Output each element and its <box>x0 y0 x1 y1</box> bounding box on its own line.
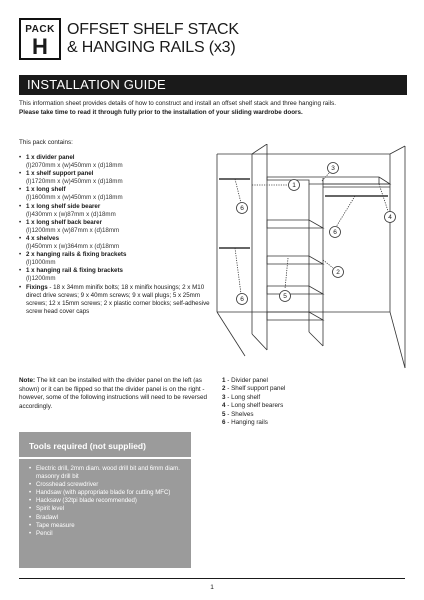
tools-list <box>29 465 185 538</box>
item-dims: (l)1200mm <box>26 275 56 283</box>
shelf-2 <box>267 256 323 264</box>
fixings-name: Fixings <box>26 283 48 291</box>
tool-label: Crosshead screwdriver <box>36 481 99 489</box>
item-dims: (l)1200mm x (w)87mm x (d)18mm <box>26 226 120 234</box>
list-item: • 4 x shelves (l)450mm x (w)364mm x (d)18mm <box>19 235 219 251</box>
tool-item: • Handsaw (with appropriate blade for cutting MFC) <box>29 489 171 497</box>
tool-item: • Bradawl <box>29 513 59 521</box>
tool-item: • Spirit level <box>29 505 65 513</box>
legend-number: 4 <box>222 402 226 410</box>
list-item: • 1 x divider panel (l)2070mm x (w)450mm x (d)18mm <box>19 154 219 170</box>
title-line-2: & HANGING RAILS (x3) <box>67 39 236 56</box>
callout-2-label: 2 <box>336 269 340 277</box>
item-name: 4 x shelves <box>26 234 60 242</box>
item-dims: (l)2070mm x (w)450mm x (d)18mm <box>26 162 123 170</box>
tool-label: Tape measure <box>36 521 75 529</box>
legend-label: - Shelves <box>225 410 254 418</box>
tool-label: Hacksaw (32tpi blade recommended) <box>36 497 137 505</box>
contents-list <box>19 154 219 316</box>
pack-letter: H <box>32 34 48 59</box>
list-item: • 1 x long shelf (l)1600mm x (w)450mm x (d)18mm <box>19 186 219 202</box>
legend-number: 2 <box>222 385 226 393</box>
item-name: 2 x hanging rails & fixing brackets <box>26 251 127 259</box>
contents-heading: This pack contains: <box>19 139 73 146</box>
tool-label: Pencil <box>36 529 53 537</box>
floor-right-edge <box>390 312 405 368</box>
note-paragraph <box>19 377 215 411</box>
callout-6-top-label: 6 <box>240 205 244 213</box>
list-item: • 1 x long shelf back bearer (l)1200mm x (w)87mm x (d)18mm <box>19 219 219 235</box>
tools-title: Tools required (not supplied) <box>29 441 146 451</box>
item-dims: (l)1720mm x (w)450mm x (d)18mm <box>26 178 123 186</box>
tool-item: • Hacksaw (32tpi blade recommended) <box>29 497 137 505</box>
item-name: 1 x divider panel <box>26 154 75 161</box>
tool-label: Bradawl <box>36 513 59 521</box>
callout-1-label: 1 <box>292 182 296 190</box>
tools-panel <box>19 432 191 568</box>
legend-label: - Hanging rails <box>225 419 268 427</box>
shelf-3 <box>267 286 323 294</box>
tool-item: • Crosshead screwdriver <box>29 481 99 489</box>
callout-4-label: 4 <box>388 214 392 222</box>
legend-number: 5 <box>222 410 226 418</box>
pack-word: PACK <box>25 24 55 35</box>
tool-item: • Tape measure <box>29 521 75 529</box>
callout-6-bottom-label: 6 <box>240 296 244 304</box>
tool-label: Electric drill, 2mm diam. wood drill bit and 6mm diam. masonry drill bit <box>36 465 180 481</box>
floor-left-edge <box>217 312 245 356</box>
legend-item <box>222 402 285 410</box>
wardrobe-diagram <box>205 144 410 370</box>
shelf-4 <box>267 312 323 320</box>
legend-item <box>222 411 285 419</box>
item-name: 1 x long shelf side bearer <box>26 202 101 210</box>
list-item-fixings: • Fixings - 18 x 34mm minifix bolts; 18 x minifix housings; 2 x M10 direct drive screws; 9 x 40mm screws; 9 x wall plugs; 5 x 25mm screws; 12 x 15mm screws; 2 x plastic corner blocks; self-adhesive screw head cover caps <box>19 283 210 315</box>
legend-label: - Long shelf <box>225 393 261 401</box>
tool-item: • Electric drill, 2mm diam. wood drill bit and 6mm diam. masonry drill bit <box>29 465 180 481</box>
long-shelf <box>267 177 390 184</box>
list-item: • 1 x shelf support panel (l)1720mm x (w)450mm x (d)18mm <box>19 170 219 186</box>
item-name: 1 x hanging rail & fixing brackets <box>26 267 123 275</box>
legend-number: 6 <box>222 419 226 427</box>
note-label: Note: <box>19 377 36 384</box>
diagram-legend <box>222 377 285 427</box>
footer-divider <box>19 578 405 579</box>
title-line-1: OFFSET SHELF STACK <box>67 21 239 38</box>
item-name: 1 x shelf support panel <box>26 170 94 178</box>
item-dims: (l)450mm x (w)364mm x (d)18mm <box>26 243 120 251</box>
intro-bold-text: Please take time to read it through fully prior to the installation of your sliding wardrobe doors. <box>19 108 303 116</box>
item-name: 1 x long shelf <box>26 186 66 194</box>
legend-item <box>222 394 285 402</box>
shelf-1 <box>267 220 323 228</box>
legend-label: - Long shelf bearers <box>225 402 284 410</box>
page-title <box>67 21 239 57</box>
legend-number: 3 <box>222 393 226 401</box>
tools-divider <box>19 457 191 459</box>
legend-item <box>222 377 285 385</box>
pack-badge <box>19 18 61 60</box>
section-banner: INSTALLATION GUIDE <box>19 75 407 95</box>
item-name: 1 x long shelf back bearer <box>26 218 102 226</box>
item-dims: (l)430mm x (w)87mm x (d)18mm <box>26 210 116 218</box>
item-dims: (l)1000mm <box>26 259 56 267</box>
list-item: • 2 x hanging rails & fixing brackets (l)1000mm <box>19 251 219 267</box>
callout-6-right-label: 6 <box>333 229 337 237</box>
intro-paragraph <box>19 100 409 117</box>
legend-number: 1 <box>222 377 226 384</box>
list-item: • 1 x long shelf side bearer (l)430mm x (w)87mm x (d)18mm <box>19 203 219 219</box>
item-dims: (l)1600mm x (w)450mm x (d)18mm <box>26 194 123 202</box>
legend-label: - Divider panel <box>225 377 268 384</box>
list-item: • 1 x hanging rail & fixing brackets (l)1200mm <box>19 267 219 283</box>
legend-item <box>222 385 285 393</box>
ceiling-right-edge <box>390 146 405 154</box>
fixings-text: - 18 x 34mm minifix bolts; 18 x minifix housings; 2 x M10 direct drive screws; 9 x 40mm screws; 9 x wall plugs; 5 x 25mm screws; 12 x 15mm screws; 2 x plastic corner blocks; self-adhesive screw head cover caps <box>26 283 210 315</box>
page-number: 1 <box>210 584 214 591</box>
callout-5-label: 5 <box>283 293 287 301</box>
tool-label: Spirit level <box>36 505 65 513</box>
intro-text: This information sheet provides details of how to construct and install an offset shelf stack and three hanging rails. <box>19 100 337 107</box>
note-text: The kit can be installed with the divider panel on the left (as shown) or it can be flipped so that the divider panel is on the right - however, some of the following instructions will need to be reversed accordingly. <box>19 377 207 410</box>
callout-3-label: 3 <box>331 165 335 173</box>
legend-item <box>222 419 285 427</box>
wardrobe-diagram-svg <box>205 144 410 370</box>
tool-label: Handsaw (with appropriate blade for cutting MFC) <box>36 489 171 497</box>
legend-label: - Shelf support panel <box>225 385 286 393</box>
tool-item: • Pencil <box>29 529 53 537</box>
